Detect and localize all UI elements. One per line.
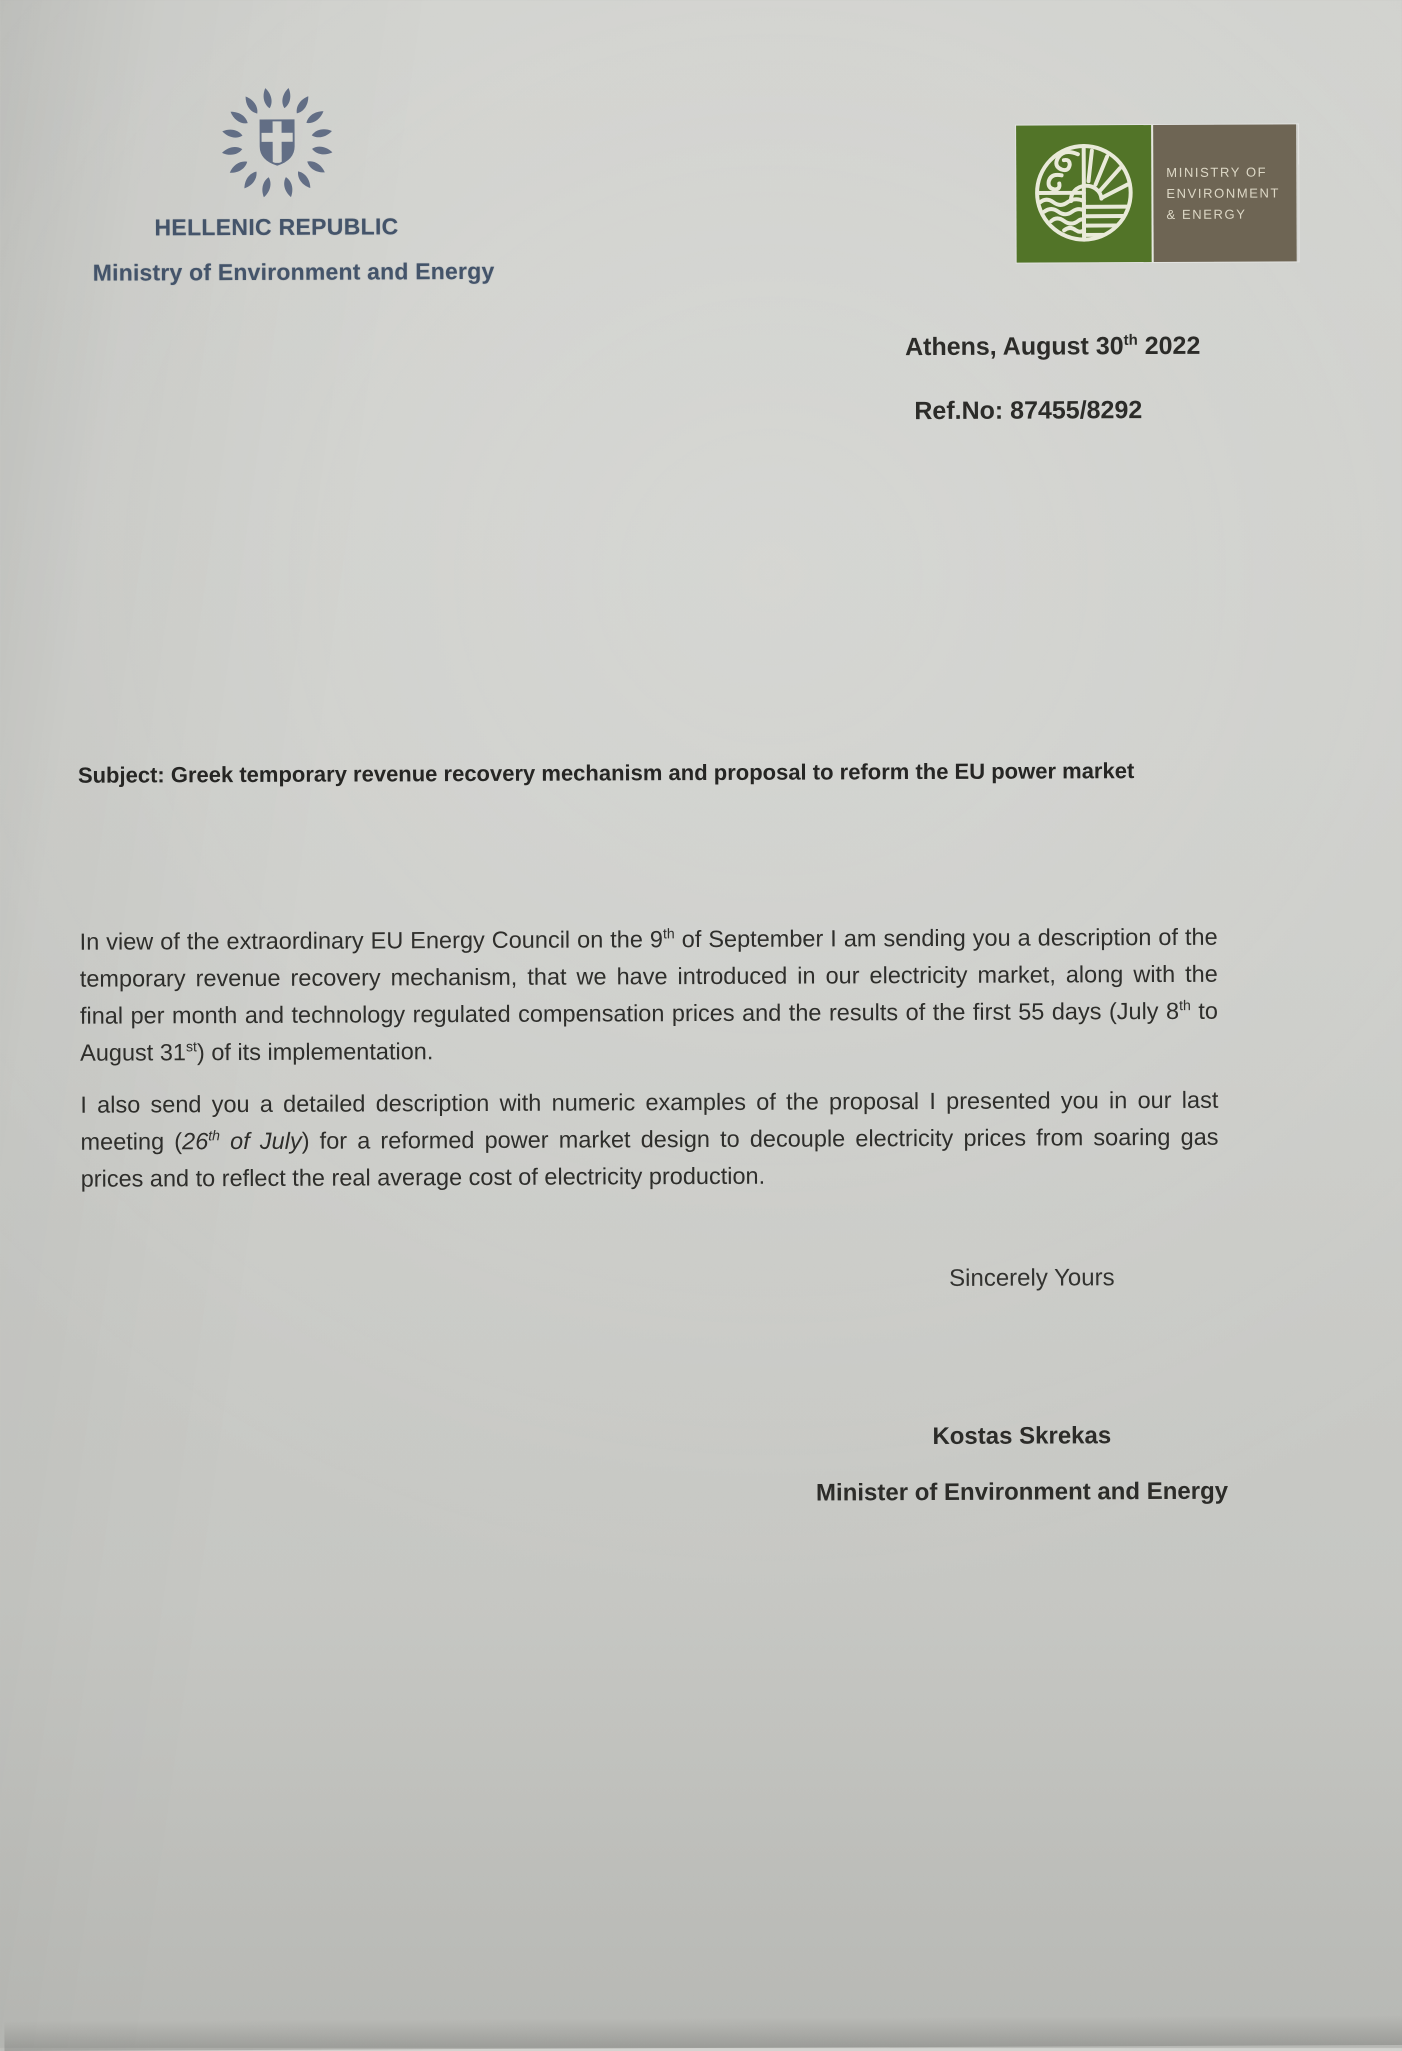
ministry-logo [1016,124,1299,262]
date-line: Athens, August 30th 2022 [905,332,1200,362]
body-paragraph-2: I also send you a detailed description with numeric examples of the proposal I presented you in our last meeting (26th of July) for a reformed power market design to decouple electricity prices from soaring gas prices and to reflect the real average cost of electricity production. [80,1082,1218,1198]
subject-line: Subject: Greek temporary revenue recovery mechanism and proposal to reform the EU power market [78,758,1134,789]
environment-nature-circle-emblem-icon [1025,134,1143,252]
signatory-name: Kostas Skrekas [882,1422,1162,1451]
reference-number: Ref.No: 87455/8292 [914,396,1142,426]
republic-title: HELLENIC REPUBLIC [114,213,438,241]
ministry-logo-text-line3: & ENERGY [1166,206,1296,222]
photo-bottom-shadow [4,2015,1402,2051]
body-paragraph-1: In view of the extraordinary EU Energy Council on the 9th of September I am sending you a description of the temporary revenue recovery mechanism, that we have introduced in our electricity market, along with the final per month and technology regulated compensation prices and the results of the first 55 days (July 8th to August 31st) of its implementation. [80,919,1219,1072]
greek-coat-of-arms-icon [218,84,337,203]
ministry-logo-green-panel [1016,125,1154,263]
ministry-name: Ministry of Environment and Energy [93,258,495,287]
signatory-title: Minister of Environment and Energy [810,1478,1234,1508]
ministry-logo-text-line1: MINISTRY OF [1166,164,1296,180]
letter-body [80,919,1219,1213]
ministry-logo-text [1153,124,1297,262]
valediction: Sincerely Yours [949,1264,1115,1293]
ministry-logo-text-line2: ENVIRONMENT [1166,185,1296,201]
